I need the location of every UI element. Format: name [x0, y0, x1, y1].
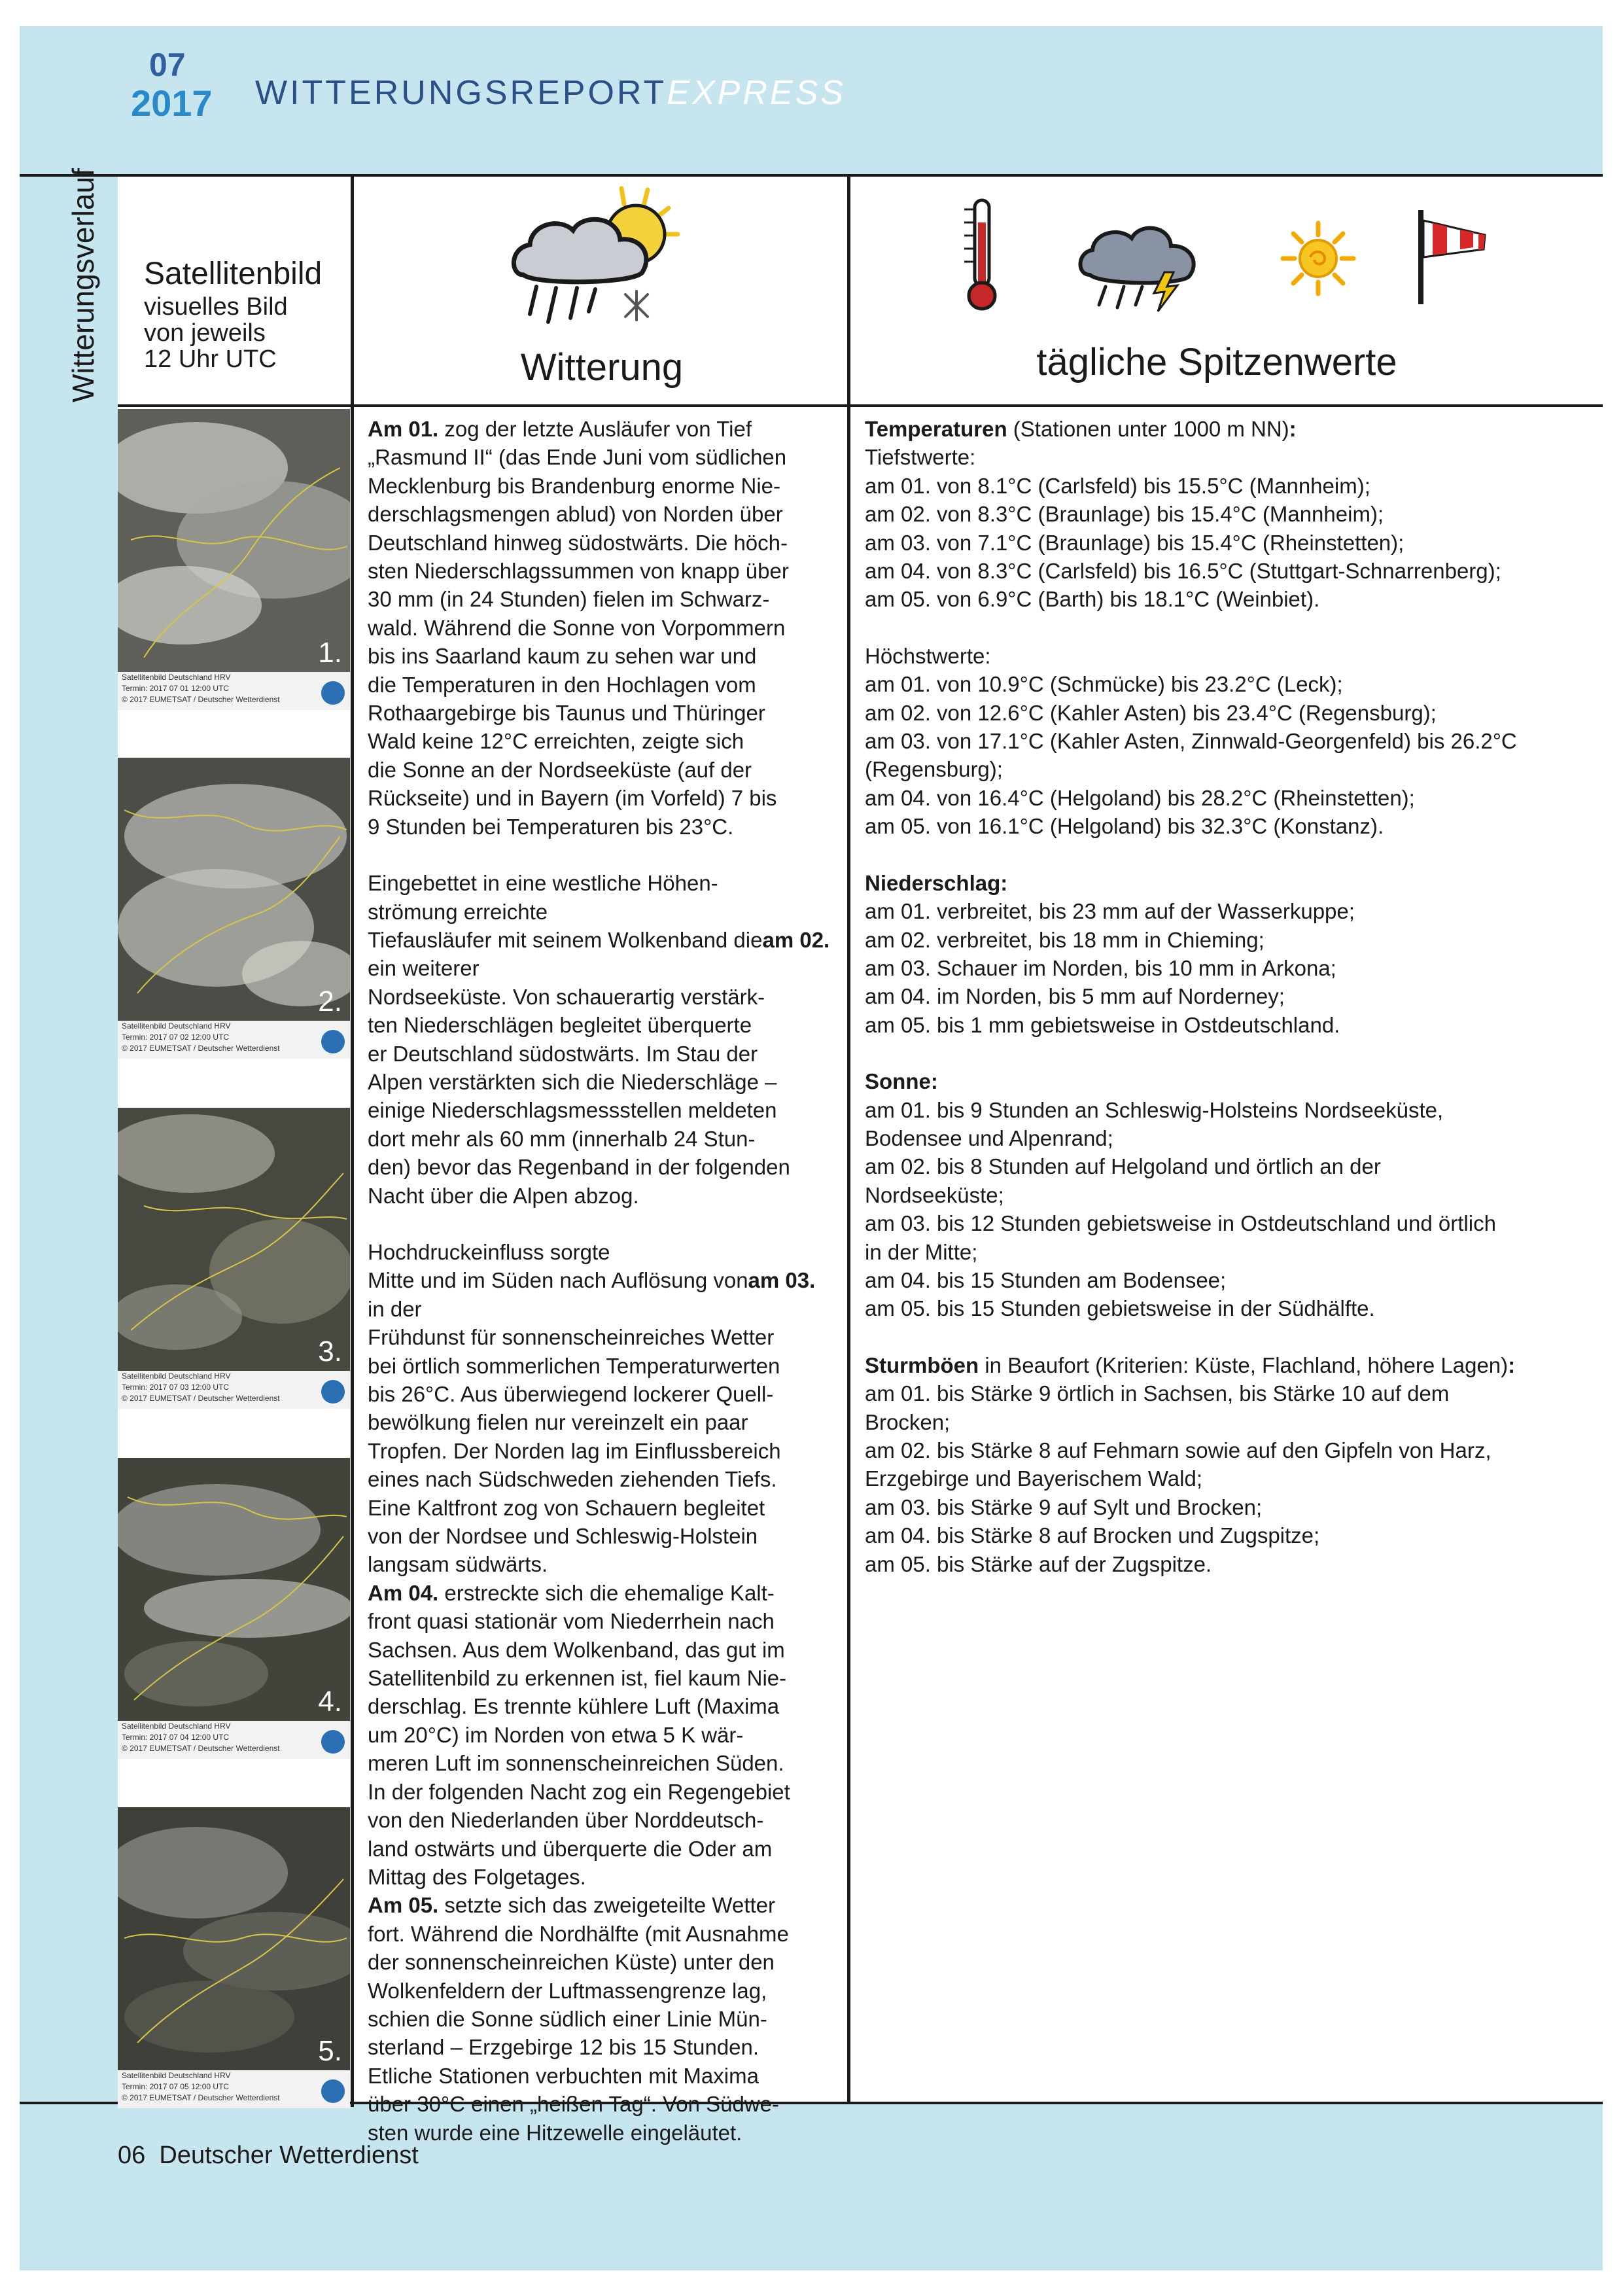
- satellite-caption-2: [118, 1021, 350, 1059]
- sonne-line: am 02. bis 8 Stunden auf Helgoland und örtlich an der: [865, 1154, 1381, 1179]
- witterung-line: [368, 1664, 833, 1692]
- witterung-line-text: die Sonne an der Nordseeküste (auf der: [368, 757, 752, 782]
- witterung-line: [368, 500, 833, 528]
- header-bottom-rule: [118, 404, 1603, 407]
- witterung-line-text: zog der letzte Ausläufer von Tief: [438, 417, 752, 441]
- satellite-number-3: 3.: [318, 1335, 342, 1368]
- witterung-line: [368, 1977, 833, 2005]
- caption-line: © 2017 EUMETSAT / Deutscher Wetterdienst: [122, 1744, 280, 1753]
- sturmboeen-line: am 03. bis Stärke 9 auf Sylt und Brocken;: [865, 1494, 1263, 1519]
- witterung-line-text: die Temperaturen in den Hochlagen vom: [368, 672, 756, 697]
- witterung-line: [368, 727, 833, 755]
- witterung-line: [368, 1238, 833, 1266]
- column-divider-left: [351, 177, 354, 2107]
- witterung-line-text: Frühdunst für sonnenscheinreiches Wetter: [368, 1325, 775, 1350]
- niederschlag-line: am 04. im Norden, bis 5 mm auf Norderney;: [865, 984, 1285, 1009]
- witterung-line-text: dort mehr als 60 mm (innerhalb 24 Stun-: [368, 1126, 756, 1151]
- witterung-line-text: Deutschland hinweg südostwärts. Die höch-: [368, 530, 788, 555]
- witterung-line-text: Rückseite) und in Bayern (im Vorfeld) 7 bis: [368, 786, 777, 811]
- witterung-line: [368, 529, 833, 557]
- witterung-line-text: Sachsen. Aus dem Wolkenband, das gut im: [368, 1637, 785, 1662]
- tiefstwerte-line: am 04. von 8.3°C (Carlsfeld) bis 16.5°C (Stuttgart-Schnarrenberg);: [865, 559, 1501, 584]
- paragraph-gap: [368, 1210, 833, 1238]
- witterung-line-text: sten Niederschlagssummen von knapp über: [368, 559, 789, 584]
- hoechstwerte-line: am 02. von 12.6°C (Kahler Asten) bis 23.4°C (Regensburg);: [865, 700, 1437, 725]
- witterung-line-text: 9 Stunden bei Temperaturen bis 23°C.: [368, 814, 734, 839]
- caption-line: Satellitenbild Deutschland HRV: [122, 1722, 231, 1731]
- witterung-line-text: einige Niederschlagsmessstellen meldeten: [368, 1098, 777, 1123]
- spacer: [865, 1039, 1617, 1067]
- witterung-line-text: Alpen verstärkten sich die Niederschläge –: [368, 1069, 777, 1094]
- issue-year: 2017: [131, 82, 213, 124]
- witterung-line-text: bis ins Saarland kaum zu sehen war und: [368, 644, 757, 669]
- witterung-line: [368, 756, 833, 784]
- witterung-line-text: Tropfen. Der Norden lag im Einflussbereich: [368, 1438, 781, 1463]
- witterung-line: [368, 557, 833, 585]
- witterung-line: [368, 1749, 833, 1777]
- temperaturen-colon: :: [1289, 417, 1297, 441]
- dwd-logo-icon: [321, 681, 345, 705]
- satellite-sub-1: visuelles Bild: [144, 293, 288, 321]
- satellite-image-3: [118, 1108, 350, 1409]
- witterung-line: [368, 1125, 833, 1153]
- thundercloud-icon: [1073, 209, 1204, 314]
- witterung-line-text: Nordseeküste. Von schauerartig verstärk-: [368, 984, 765, 1009]
- witterung-line-text: Tiefausläufer mit seinem Wolkenband die: [368, 927, 763, 952]
- witterung-line: [368, 1948, 833, 1976]
- witterung-line-text: Mecklenburg bis Brandenburg enorme Nie-: [368, 473, 780, 498]
- witterung-line: [368, 926, 833, 983]
- sturmboeen-line: am 04. bis Stärke 8 auf Brocken und Zugspitze;: [865, 1523, 1320, 1548]
- satellite-sub-3: 12 Uhr UTC: [144, 345, 277, 373]
- witterung-line: [368, 1380, 833, 1408]
- caption-line: Satellitenbild Deutschland HRV: [122, 1021, 231, 1031]
- witterung-line-text: um 20°C) im Norden von etwa 5 K wär-: [368, 1722, 744, 1747]
- sturmboeen-line: Erzgebirge und Bayerischem Wald;: [865, 1466, 1203, 1491]
- witterung-line: [368, 1096, 833, 1124]
- witterung-line: [368, 1721, 833, 1749]
- witterung-line-text: setzte sich das zweigeteilte Wetter: [438, 1893, 776, 1918]
- niederschlag-line: am 02. verbreitet, bis 18 mm in Chieming;: [865, 927, 1265, 952]
- satellite-caption-3: [118, 1371, 350, 1409]
- sturmboeen-colon: :: [1508, 1352, 1516, 1377]
- dwd-logo-icon: [321, 1030, 345, 1053]
- witterung-line-text: er Deutschland südostwärts. Im Stau der: [368, 1041, 758, 1066]
- witterung-line-text: Satellitenbild zu erkennen ist, fiel kaum Nie-: [368, 1666, 787, 1691]
- sturmboeen-label: Sturmböen: [865, 1352, 979, 1377]
- witterung-line: [368, 415, 833, 443]
- side-label: [62, 168, 108, 406]
- witterung-line: [368, 2033, 833, 2061]
- tiefstwerte-line: am 03. von 7.1°C (Braunlage) bis 15.4°C (Rheinstetten);: [865, 530, 1405, 555]
- sturmboeen-label-suffix: in Beaufort (Kriterien: Küste, Flachland, höhere Lagen): [979, 1352, 1509, 1377]
- satellite-image-1: [118, 409, 350, 710]
- witterung-line-text: Mittag des Folgetages.: [368, 1864, 586, 1889]
- satellite-image-2: [118, 758, 350, 1059]
- hoechstwerte-line: am 04. von 16.4°C (Helgoland) bis 28.2°C (Rheinstetten);: [865, 785, 1415, 810]
- spitzenwerte-heading: tägliche Spitzenwerte: [1036, 341, 1397, 383]
- caption-line: © 2017 EUMETSAT / Deutscher Wetterdienst: [122, 1394, 280, 1403]
- witterung-line: [368, 2005, 833, 2033]
- witterung-line: [368, 813, 833, 841]
- witterung-line-text: schien die Sonne südlich einer Linie Mün-: [368, 2006, 767, 2031]
- sonne-line: am 03. bis 12 Stunden gebietsweise in Ostdeutschland und örtlich: [865, 1211, 1496, 1236]
- dwd-logo-icon: [321, 2079, 345, 2103]
- day-marker: Am 04.: [368, 1580, 439, 1605]
- caption-line: Termin: 2017 07 04 12:00 UTC: [122, 1733, 230, 1742]
- satellite-caption-1: [118, 672, 350, 710]
- spacer: [865, 614, 1617, 642]
- witterung-line-text: von der Nordsee und Schleswig-Holstein: [368, 1524, 758, 1549]
- witterung-line-text: „Rasmund II“ (das Ende Juni vom südlichen: [368, 445, 787, 470]
- witterung-line-text: wald. Während die Sonne von Vorpommern: [368, 615, 786, 640]
- witterung-line: [368, 585, 833, 613]
- windsock-icon: [1413, 206, 1498, 311]
- witterung-line: [368, 898, 833, 926]
- witterung-line: [368, 1153, 833, 1181]
- witterung-line: [368, 443, 833, 471]
- niederschlag-line: am 05. bis 1 mm gebietsweise in Ostdeutschland.: [865, 1012, 1340, 1037]
- witterung-line-text: langsam südwärts.: [368, 1552, 548, 1577]
- witterung-line: [368, 2119, 833, 2147]
- sonne-heading: [865, 1067, 1617, 1095]
- caption-line: © 2017 EUMETSAT / Deutscher Wetterdienst: [122, 695, 280, 704]
- caption-line: Termin: 2017 07 02 12:00 UTC: [122, 1033, 230, 1042]
- satellite-number-5: 5.: [318, 2035, 342, 2067]
- witterung-line: [368, 1636, 833, 1664]
- report-title: [255, 73, 846, 113]
- report-title-express: EXPRESS: [667, 74, 846, 112]
- witterung-line: [368, 1266, 833, 1323]
- witterung-line-text: ein weiterer: [368, 956, 480, 981]
- witterung-line: [368, 671, 833, 699]
- witterung-line: [368, 1068, 833, 1096]
- witterung-line-text: Eine Kaltfront zog von Schauern begleitet: [368, 1495, 765, 1520]
- witterung-line: [368, 1835, 833, 1863]
- paragraph-gap: [368, 841, 833, 869]
- witterung-line-text: bei örtlich sommerlichen Temperaturwerten: [368, 1353, 780, 1378]
- witterung-heading: Witterung: [520, 346, 684, 389]
- witterung-line-text: über 30°C einen „heißen Tag“. Von Südwe-: [368, 2092, 779, 2117]
- witterung-line-text: Etliche Stationen verbuchten mit Maxima: [368, 2063, 759, 2088]
- witterung-line: [368, 1437, 833, 1465]
- witterung-line: [368, 2090, 833, 2118]
- caption-line: Termin: 2017 07 05 12:00 UTC: [122, 2082, 230, 2091]
- witterung-line-text: Rothaargebirge bis Taunus und Thüringer: [368, 701, 765, 726]
- niederschlag-heading: [865, 869, 1617, 897]
- sturmboeen-line: Brocken;: [865, 1409, 951, 1434]
- report-title-main: WITTERUNGSREPORT: [255, 74, 667, 112]
- temperaturen-label-suffix: (Stationen unter 1000 m NN): [1007, 417, 1289, 441]
- witterung-line: [368, 1011, 833, 1039]
- satellite-number-1: 1.: [318, 637, 342, 669]
- witterung-line-text: von den Niederlanden über Norddeutsch-: [368, 1808, 764, 1833]
- witterung-line-text: erstreckte sich die ehemalige Kalt-: [438, 1580, 775, 1605]
- day-marker: Am 05.: [368, 1893, 439, 1918]
- issue-month: 07: [149, 46, 186, 83]
- witterung-line: [368, 1408, 833, 1436]
- thermometer-icon: [955, 196, 1007, 314]
- caption-line: Satellitenbild Deutschland HRV: [122, 1371, 231, 1381]
- witterung-line: [368, 642, 833, 670]
- witterung-line-text: in der: [368, 1296, 422, 1321]
- witterung-line-text: Hochdruckeinfluss sorgte: [368, 1239, 610, 1264]
- sonne-line: Bodensee und Alpenrand;: [865, 1125, 1113, 1150]
- publisher-name: Deutscher Wetterdienst: [159, 2142, 419, 2169]
- niederschlag-label: Niederschlag:: [865, 870, 1008, 895]
- witterung-line: [368, 1692, 833, 1720]
- header-top-rule: [20, 174, 1603, 177]
- sonne-label: Sonne:: [865, 1069, 938, 1094]
- satellite-sub-2: von jeweils: [144, 319, 266, 347]
- witterung-line-text: eines nach Südschweden ziehenden Tiefs.: [368, 1467, 777, 1492]
- sturmboeen-line: am 01. bis Stärke 9 örtlich in Sachsen, bis Stärke 10 auf dem: [865, 1381, 1450, 1406]
- dwd-logo-icon: [321, 1730, 345, 1754]
- witterung-line: [368, 869, 833, 897]
- column-divider-right: [847, 177, 850, 2104]
- witterung-line-text: sterland – Erzgebirge 12 bis 15 Stunden.: [368, 2035, 759, 2060]
- temperaturen-label: Temperaturen: [865, 417, 1007, 441]
- cloud-sun-rain-icon: [497, 177, 700, 340]
- witterung-line: [368, 1778, 833, 1806]
- witterung-line: [368, 1607, 833, 1635]
- niederschlag-line: am 03. Schauer im Norden, bis 10 mm in Arkona;: [865, 955, 1336, 980]
- tab-cutout: [0, 0, 118, 26]
- witterung-line: [368, 1920, 833, 1948]
- sonne-line: am 04. bis 15 Stunden am Bodensee;: [865, 1267, 1227, 1292]
- witterung-line-text: derschlag. Es trennte kühlere Luft (Maxima: [368, 1694, 780, 1719]
- satellite-number-2: 2.: [318, 985, 342, 1017]
- hoechstwerte-line: am 05. von 16.1°C (Helgoland) bis 32.3°C (Konstanz).: [865, 814, 1384, 839]
- page-number: 06: [118, 2142, 146, 2169]
- witterung-line: [368, 1579, 833, 1607]
- caption-line: © 2017 EUMETSAT / Deutscher Wetterdienst: [122, 1044, 280, 1053]
- satellite-number-4: 4.: [318, 1686, 342, 1718]
- side-label-text: Witterungsverlauf: [66, 168, 100, 402]
- witterung-line: [368, 1465, 833, 1493]
- caption-line: Termin: 2017 07 03 12:00 UTC: [122, 1383, 230, 1392]
- footer: [118, 2142, 419, 2170]
- witterung-line: [368, 1494, 833, 1522]
- witterung-line-text: Eingebettet in eine westliche Höhen-: [368, 871, 718, 896]
- witterung-line: [368, 614, 833, 642]
- temperaturen-heading-line: [865, 415, 1617, 443]
- witterung-line-text: meren Luft im sonnenscheinreichen Süden.: [368, 1751, 784, 1776]
- witterung-line-text: bis 26°C. Aus überwiegend lockerer Quell-: [368, 1382, 774, 1406]
- witterung-line: [368, 1323, 833, 1351]
- witterung-line: [368, 1352, 833, 1380]
- witterung-body: [368, 415, 833, 2147]
- day-marker: am 02.: [762, 927, 830, 952]
- witterung-line: [368, 699, 833, 727]
- witterung-line-text: fort. Während die Nordhälfte (mit Ausnahme: [368, 1921, 789, 1946]
- sonne-line: am 01. bis 9 Stunden an Schleswig-Holsteins Nordseeküste,: [865, 1097, 1444, 1122]
- tiefstwerte-line: am 05. von 6.9°C (Barth) bis 18.1°C (Weinbiet).: [865, 587, 1320, 612]
- tiefstwerte-line: am 01. von 8.1°C (Carlsfeld) bis 15.5°C (Mannheim);: [865, 473, 1370, 498]
- witterung-line: [368, 472, 833, 500]
- witterung-line: [368, 1863, 833, 1891]
- witterung-line-text: der sonnenscheinreichen Küste) unter den: [368, 1950, 775, 1975]
- witterung-line-text: den) bevor das Regenband in der folgenden: [368, 1155, 790, 1180]
- witterung-line: [368, 2062, 833, 2090]
- witterung-line-text: Wald keine 12°C erreichten, zeigte sich: [368, 729, 744, 754]
- sturmboeen-heading-line: [865, 1351, 1617, 1379]
- satellite-image-4: [118, 1458, 350, 1759]
- witterung-line-text: 30 mm (in 24 Stunden) fielen im Schwarz-: [368, 587, 770, 612]
- spitzenwerte-body: [865, 415, 1617, 1578]
- sturmboeen-line: am 05. bis Stärke auf der Zugspitze.: [865, 1551, 1212, 1576]
- witterung-line: [368, 1040, 833, 1068]
- caption-line: Satellitenbild Deutschland HRV: [122, 2071, 231, 2080]
- satellite-title: Satellitenbild: [144, 256, 323, 291]
- sturmboeen-line: am 02. bis Stärke 8 auf Fehmarn sowie auf den Gipfeln von Harz,: [865, 1438, 1492, 1462]
- witterung-line: [368, 1522, 833, 1550]
- witterung-line-text: land ostwärts und überquerte die Oder am: [368, 1836, 773, 1861]
- witterung-line-text: front quasi stationär vom Niederrhein nach: [368, 1609, 775, 1634]
- spacer: [865, 1323, 1617, 1351]
- witterung-line-text: bewölkung fielen nur vereinzelt ein paar: [368, 1410, 748, 1435]
- sonne-line: in der Mitte;: [865, 1239, 978, 1264]
- niederschlag-line: am 01. verbreitet, bis 23 mm auf der Wasserkuppe;: [865, 899, 1355, 924]
- satellite-image-5: [118, 1807, 350, 2108]
- witterung-line: [368, 1806, 833, 1834]
- sun-icon: [1279, 219, 1357, 298]
- witterung-line-text: Mitte und im Süden nach Auflösung von: [368, 1268, 748, 1293]
- witterung-line-text: derschlagsmengen ablud) von Norden über: [368, 502, 783, 527]
- witterung-line-text: sten wurde eine Hitzewelle eingeläutet.: [368, 2120, 742, 2145]
- caption-line: Satellitenbild Deutschland HRV: [122, 673, 231, 682]
- hoechstwerte-line: am 01. von 10.9°C (Schmücke) bis 23.2°C (Leck);: [865, 672, 1343, 697]
- witterung-line-text: Wolkenfeldern der Luftmassengrenze lag,: [368, 1978, 767, 2003]
- satellite-caption-5: [118, 2070, 350, 2108]
- witterung-line: [368, 784, 833, 812]
- spacer: [865, 841, 1617, 869]
- caption-line: © 2017 EUMETSAT / Deutscher Wetterdienst: [122, 2093, 280, 2102]
- hoechstwerte-label: Höchstwerte:: [865, 643, 991, 668]
- tiefstwerte-label: Tiefstwerte:: [865, 445, 976, 470]
- witterung-line-text: Nacht über die Alpen abzog.: [368, 1183, 639, 1208]
- witterung-line: [368, 1550, 833, 1578]
- witterung-line: [368, 1891, 833, 1919]
- day-marker: am 03.: [748, 1268, 816, 1293]
- caption-line: Termin: 2017 07 01 12:00 UTC: [122, 684, 230, 693]
- witterung-line-text: strömung erreichte: [368, 899, 548, 924]
- hoechstwerte-line: (Regensburg);: [865, 757, 1003, 782]
- sonne-line: am 05. bis 15 Stunden gebietsweise in der Südhälfte.: [865, 1296, 1375, 1321]
- day-marker: Am 01.: [368, 417, 439, 441]
- satellite-caption-4: [118, 1721, 350, 1759]
- hoechstwerte-line: am 03. von 17.1°C (Kahler Asten, Zinnwald-Georgenfeld) bis 26.2°C: [865, 729, 1517, 754]
- witterung-line: [368, 983, 833, 1011]
- witterung-line-text: In der folgenden Nacht zog ein Regengebiet: [368, 1779, 790, 1804]
- sonne-line: Nordseeküste;: [865, 1182, 1004, 1207]
- tiefstwerte-line: am 02. von 8.3°C (Braunlage) bis 15.4°C (Mannheim);: [865, 502, 1384, 527]
- dwd-logo-icon: [321, 1380, 345, 1404]
- witterung-line-text: ten Niederschlägen begleitet überquerte: [368, 1013, 752, 1038]
- witterung-line: [368, 1182, 833, 1210]
